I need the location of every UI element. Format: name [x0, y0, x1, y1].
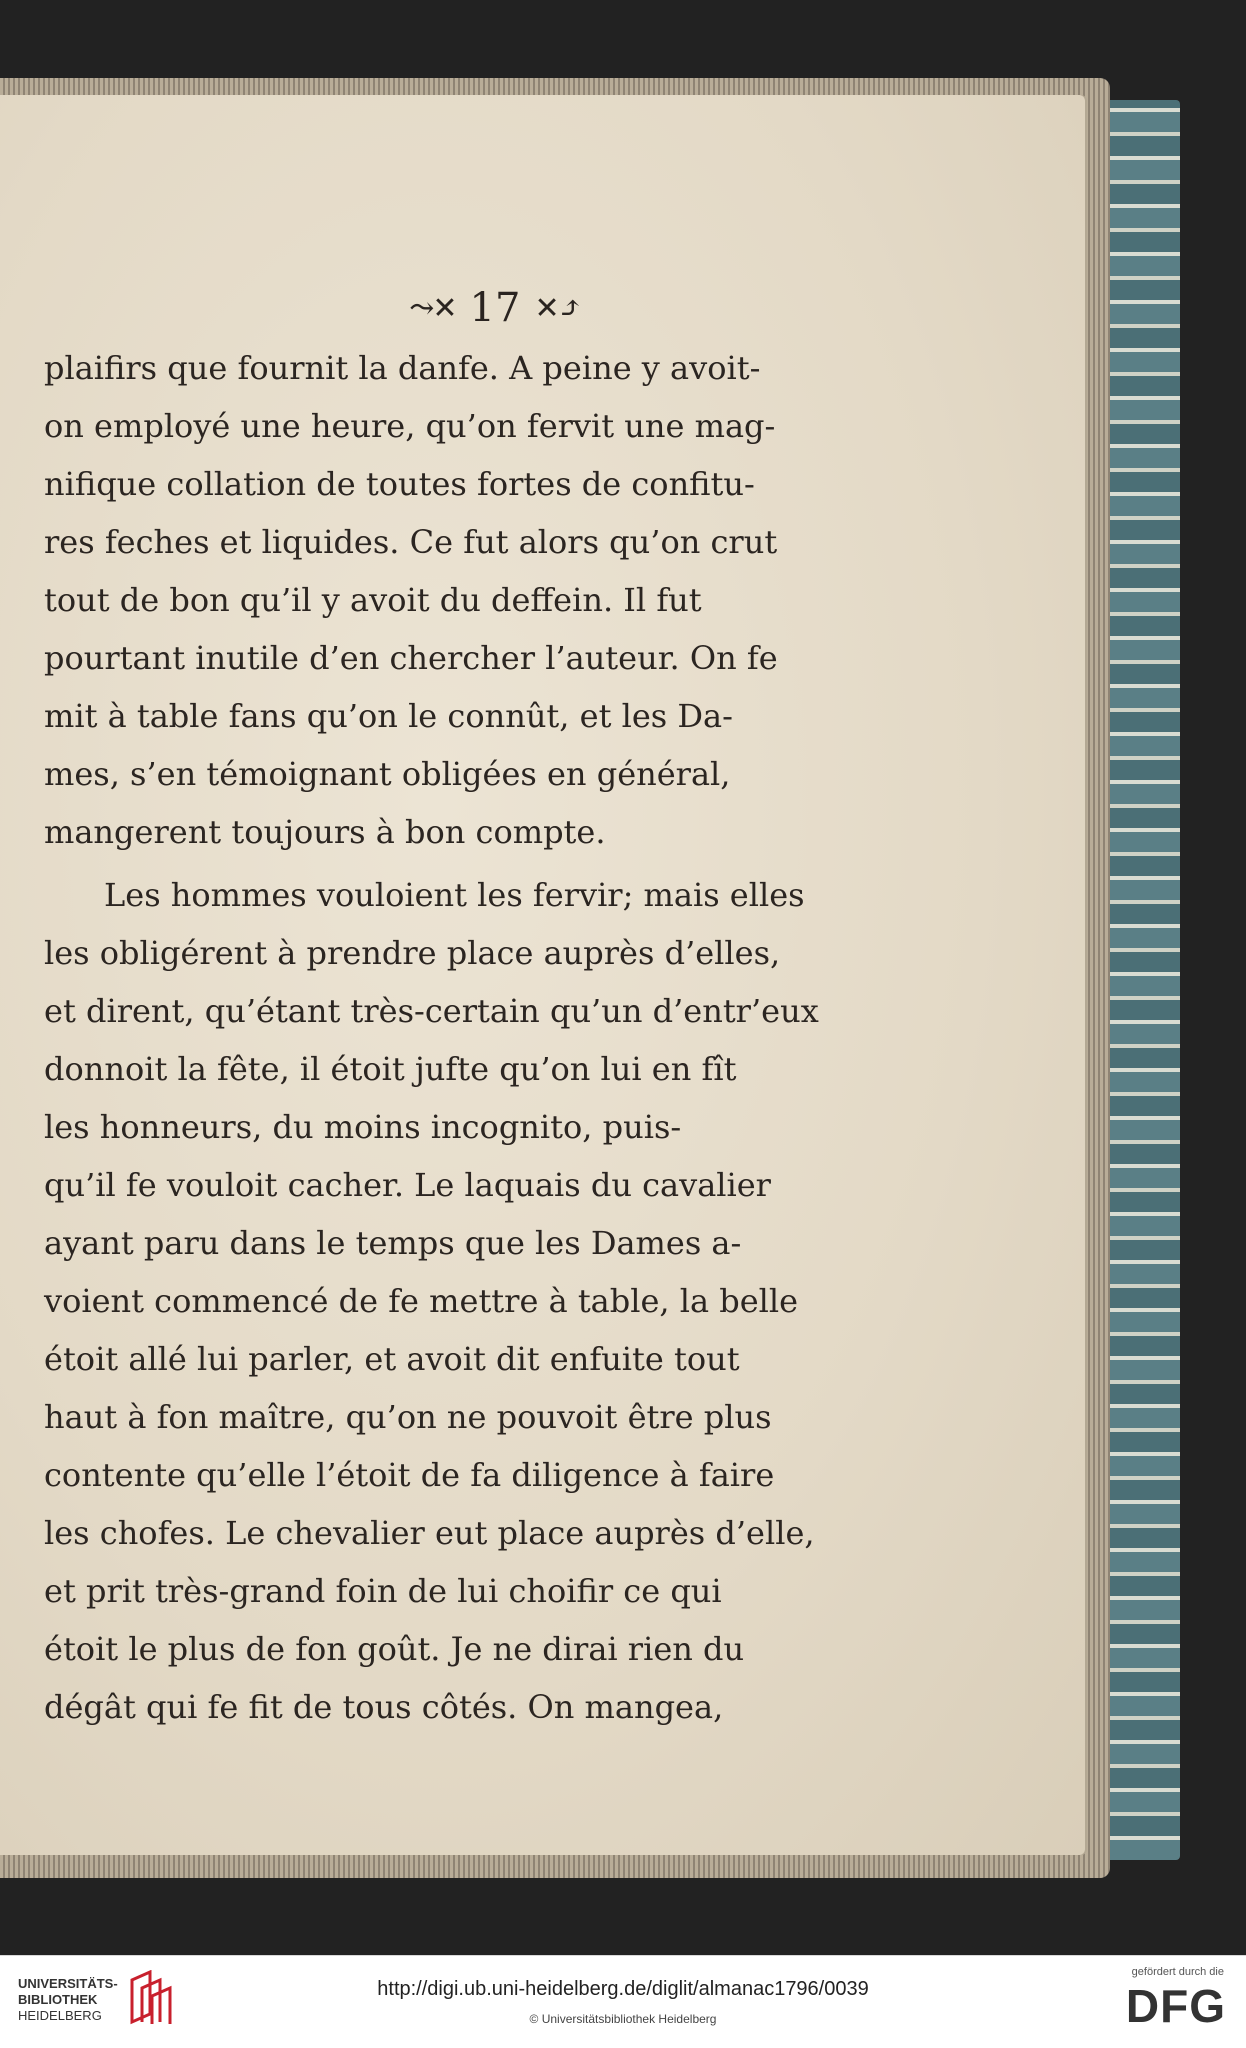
right-ornament-icon: ✕⤴	[534, 290, 581, 326]
text-line: on employé une heure, qu’on fervit une mag-	[44, 407, 776, 445]
left-ornament-icon: ⤳✕	[409, 290, 456, 326]
permalink-url[interactable]: http://digi.ub.uni-heidelberg.de/diglit/almanac1796/0039	[377, 1978, 869, 2000]
text-line: voient commencé de fe mettre à table, la belle	[44, 1282, 799, 1320]
text-line: contente qu’elle l’étoit de fa diligence à faire	[44, 1456, 775, 1494]
text-line: res feches et liquides. Ce fut alors qu’on crut	[44, 523, 778, 561]
text-line: donnoit la fête, il étoit jufte qu’on lui en fît	[44, 1050, 737, 1088]
text-line: dégât qui fe fit de tous côtés. On mangea,	[44, 1688, 724, 1726]
text-line: les honneurs, du moins incognito, puis-	[44, 1108, 682, 1146]
text-line: qu’il fe vouloit cacher. Le laquais du cavalier	[44, 1166, 771, 1204]
text-line: étoit allé lui parler, et avoit dit enfuite tout	[44, 1340, 740, 1378]
text-line: tout de bon qu’il y avoit du deffein. Il fut	[44, 581, 702, 619]
dfg-logo: DFG	[1125, 1980, 1226, 2032]
text-line: Les hommes vouloient les fervir; mais elles	[104, 876, 805, 914]
text-line: les chofes. Le chevalier eut place auprès d’elle,	[44, 1514, 815, 1552]
library-name-line: UNIVERSITÄTS-	[18, 1976, 118, 1991]
text-line: étoit le plus de fon goût. Je ne dirai rien du	[44, 1630, 745, 1668]
text-line: les obligérent à prendre place auprès d’elles,	[44, 934, 781, 972]
library-name-line: HEIDELBERG	[18, 2008, 102, 2023]
text-line: mes, s’en témoignant obligées en général,	[44, 755, 731, 793]
text-line: mit à table fans qu’on le connût, et les Da-	[44, 697, 733, 735]
text-line: et prit très-grand foin de lui choifir ce qui	[44, 1572, 722, 1610]
text-line: plaifirs que fournit la danfe. A peine y avoit-	[44, 349, 761, 387]
library-name-line: BIBLIOTHEK	[18, 1992, 98, 2007]
text-line: nifique collation de toutes fortes de confitu-	[44, 465, 755, 503]
text-line: haut à fon maître, qu’on ne pouvoit être plus	[44, 1398, 772, 1436]
viewer-footer	[0, 1955, 1246, 2048]
page-number: 17	[469, 285, 521, 331]
text-line: et dirent, qu’étant très-certain qu’un d’entr’eux	[44, 992, 819, 1030]
sponsor-label: gefördert durch die	[1131, 1966, 1224, 1978]
text-line: mangerent toujours à bon compte.	[44, 813, 606, 851]
copyright-notice: © Universitätsbibliothek Heidelberg	[529, 2012, 717, 2026]
text-line: pourtant inutile d’en chercher l’auteur. On fe	[44, 639, 778, 677]
text-line: ayant paru dans le temps que les Dames a-	[44, 1224, 742, 1262]
